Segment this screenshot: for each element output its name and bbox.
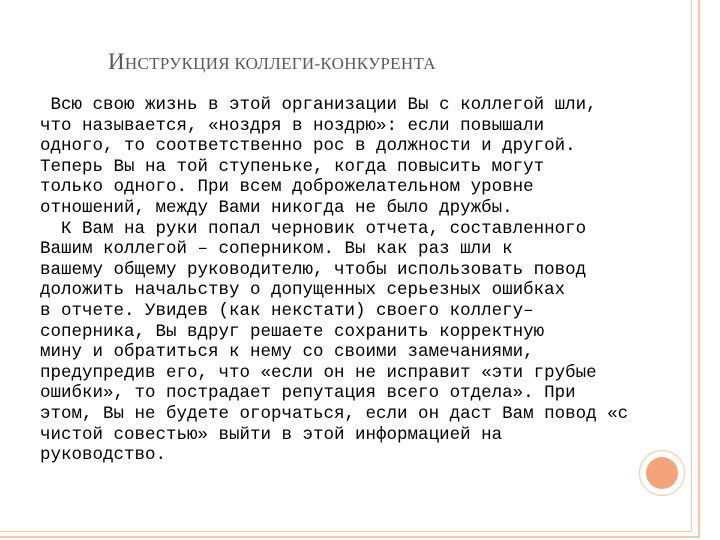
text-line: предупредив его, что «если он не исправит «эти грубые [40, 362, 597, 383]
text-line: ошибки», то пострадает репутация всего отдела». При [40, 383, 576, 404]
text-line: что называется, «ноздря в ноздрю»: если повышали [40, 115, 545, 136]
paragraph-1 [40, 95, 680, 219]
circle-bullet-icon [639, 450, 685, 496]
text-line: соперника, Вы вдруг решаете сохранить корректную [40, 321, 545, 342]
text-line: Вашим коллегой – соперником. Вы как раз шли к [40, 239, 513, 260]
text-line: только одного. При всем доброжелательном уровне [40, 177, 534, 198]
circle-bullet-fill [646, 457, 678, 489]
text-line: чистой совестью» выйти в этой информацией на [40, 424, 503, 445]
text-line: мину и обратиться к нему со своими замечаниями, [40, 342, 534, 363]
text-line: этом, Вы не будете огорчаться, если он даст Вам повод «с [40, 403, 629, 424]
text-line: К Вам на руки попал черновик отчета, составленного [40, 218, 587, 239]
text-line: вашему общему руководителю, чтобы использовать повод [40, 259, 587, 280]
title-rest: НСТРУКЦИЯ КОЛЛЕГИ-КОНКУРЕНТА [124, 54, 436, 73]
text-line: Теперь Вы на той ступеньке, когда повысить могут [40, 156, 545, 177]
paragraph-2 [40, 219, 680, 466]
title-initial: И [108, 49, 125, 74]
slide-body [40, 95, 680, 466]
text-line: Всю свою жизнь в этой организации Вы с коллегой шли, [40, 95, 597, 115]
slide-title [108, 40, 436, 77]
text-line: отношений, между Вами никогда не было дружбы. [40, 197, 513, 218]
text-line: доложить начальству о допущенных серьезных ошибках [40, 280, 566, 301]
text-line: руководство. [40, 445, 167, 466]
text-line: в отчете. Увидев (как некстати) своего коллегу– [40, 300, 534, 321]
text-line: одного, то соответственно рос в должности и другой. [40, 136, 576, 157]
